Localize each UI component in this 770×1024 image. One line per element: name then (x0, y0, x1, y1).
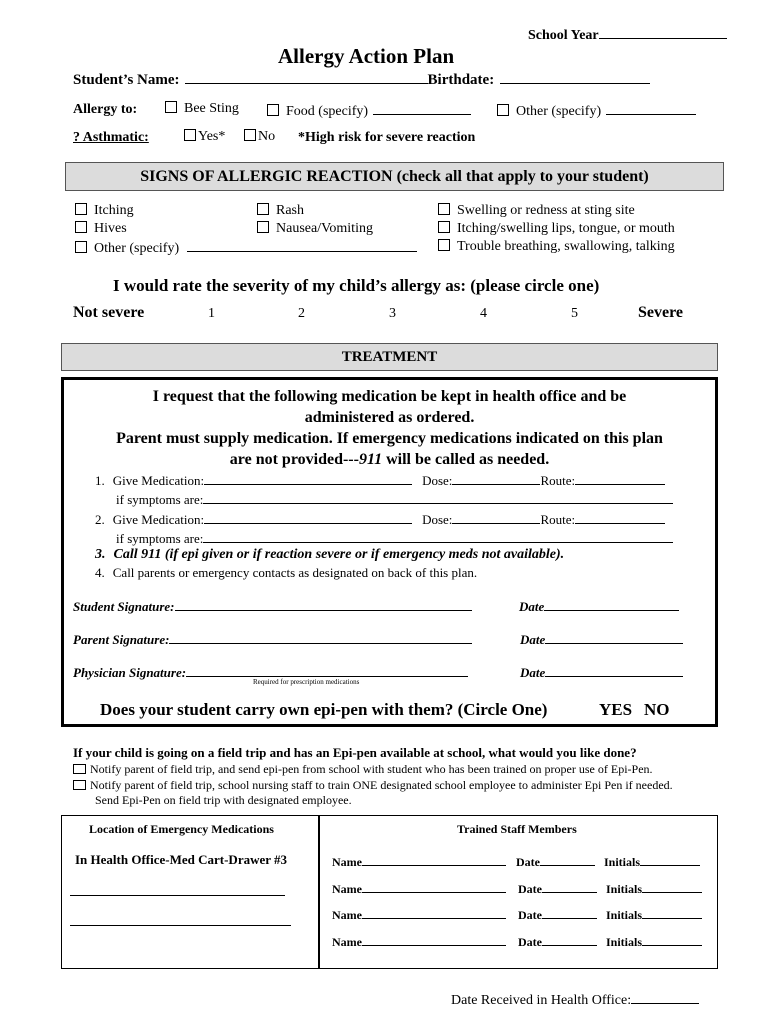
allergy-bee-sting[interactable] (165, 101, 239, 117)
epipen-question: Does your student carry own epi-pen with them? (Circle One) (100, 700, 548, 719)
epipen-yes[interactable]: YES (599, 700, 633, 719)
sign-label: Rash (276, 203, 304, 218)
dose-label: Dose: (422, 512, 453, 527)
step-text: Give Medication: (112, 512, 205, 527)
initials-label: Initials (604, 855, 641, 869)
parent-date (520, 630, 683, 648)
initials-field[interactable] (642, 879, 702, 893)
sign-nausea[interactable] (257, 220, 373, 238)
symptoms-label: if symptoms are: (116, 531, 204, 546)
checkbox[interactable] (75, 241, 87, 253)
birthdate-label: Birthdate: (427, 72, 495, 88)
symptoms-label: if symptoms are: (116, 492, 204, 507)
checkbox[interactable] (438, 221, 450, 233)
field-trip-option-1[interactable] (73, 762, 653, 777)
initials-field[interactable] (640, 852, 700, 866)
checkbox[interactable] (267, 104, 279, 116)
step-4 (95, 565, 477, 581)
staff-header: Trained Staff Members (457, 822, 577, 836)
signs-header: SIGNS OF ALLERGIC REACTION (check all that apply to your student) (65, 162, 724, 191)
epipen-no[interactable]: NO (644, 700, 670, 719)
signs-col-3 (438, 202, 675, 256)
name-field[interactable] (362, 879, 506, 893)
date-field[interactable] (545, 630, 683, 644)
step-num: 2. (95, 512, 105, 527)
date-field[interactable] (544, 597, 679, 611)
student-name-row (73, 70, 650, 89)
checkbox[interactable] (184, 129, 196, 141)
step-1 (95, 471, 665, 489)
school-year-field[interactable] (599, 25, 727, 39)
step-text: Call 911 (if epi given or if reaction severe or if emergency meds not available). (113, 547, 565, 562)
date-label: Date (520, 632, 546, 647)
name-label: Name (332, 935, 362, 949)
step-num: 1. (95, 473, 105, 488)
date-field[interactable] (542, 905, 597, 919)
physician-date (520, 663, 683, 681)
step-num: 4. (95, 565, 105, 580)
checkbox[interactable] (73, 764, 86, 774)
signs-col-2 (257, 202, 373, 238)
emergency-number: 911 (358, 451, 383, 468)
parent-signature-label: Parent Signature: (73, 632, 170, 647)
step-2-symptoms (116, 529, 673, 547)
sign-other[interactable] (75, 238, 417, 258)
request-line-1: I request that the following medication be kept in health office and be (152, 388, 627, 405)
checkbox[interactable] (257, 221, 269, 233)
treatment-header: TREATMENT (61, 343, 718, 371)
student-name-field[interactable] (185, 70, 428, 84)
bee-sting-label: Bee Sting (184, 101, 239, 116)
sign-label: Itching (94, 203, 134, 218)
symptoms-field[interactable] (203, 529, 673, 543)
other-field[interactable] (606, 101, 696, 115)
checkbox[interactable] (73, 780, 86, 790)
route-label: Route: (540, 473, 576, 488)
name-field[interactable] (362, 905, 506, 919)
sign-label: Other (specify) (94, 241, 180, 256)
severity-low-label: Not severe (73, 304, 145, 321)
location-value: In Health Office-Med Cart-Drawer #3 (75, 852, 288, 867)
initials-label: Initials (606, 882, 643, 896)
student-date (519, 597, 679, 615)
student-signature-label: Student Signature: (73, 599, 175, 614)
symptoms-field[interactable] (203, 490, 673, 504)
date-label: Date (518, 882, 542, 896)
sign-label: Hives (94, 221, 127, 236)
birthdate-field[interactable] (500, 70, 650, 84)
field-trip-option-2[interactable] (73, 778, 673, 793)
physician-signature-label: Physician Signature: (73, 665, 187, 680)
food-label: Food (specify) (286, 104, 369, 119)
sign-label: Trouble breathing, swallowing, talking (457, 239, 675, 254)
severity-question: I would rate the severity of my child’s allergy as: (please circle one) (113, 276, 600, 295)
student-signature (73, 597, 472, 615)
student-signature-field[interactable] (175, 597, 472, 611)
physician-note: Required for prescription medications (253, 678, 360, 686)
request-line-2: administered as ordered. (304, 409, 475, 426)
sign-label: Itching/swelling lips, tongue, or mouth (457, 221, 675, 236)
severity-2[interactable]: 2 (298, 306, 305, 321)
location-box (61, 815, 319, 969)
staff-row (332, 905, 702, 923)
date-field[interactable] (540, 852, 595, 866)
other-label: Other (specify) (516, 104, 602, 119)
asthmatic-label: ? Asthmatic: (73, 130, 149, 145)
page-title: Allergy Action Plan (278, 44, 455, 68)
parent-line-2 (64, 449, 715, 470)
food-field[interactable] (373, 101, 471, 115)
date-label: Date (520, 665, 546, 680)
sign-lips[interactable] (438, 220, 675, 238)
initials-field[interactable] (642, 932, 702, 946)
high-risk-note: *High risk for severe reaction (298, 130, 476, 145)
initials-label: Initials (606, 935, 643, 949)
checkbox[interactable] (75, 221, 87, 233)
dose-label: Dose: (422, 473, 453, 488)
date-label: Date (519, 599, 545, 614)
option-2-label: Notify parent of field trip, school nursing staff to train ONE designated school employee to administer Epi Pen if needed. (90, 778, 673, 792)
sign-rash[interactable] (257, 202, 373, 220)
route-field[interactable] (575, 510, 665, 524)
student-name-label: Student’s Name: (73, 72, 180, 88)
step-2 (95, 510, 665, 528)
field-trip-question: If your child is going on a field trip and has an Epi-pen available at school, what would you like done? (73, 745, 637, 760)
sign-breathing[interactable] (438, 238, 675, 256)
medication-field[interactable] (204, 510, 412, 524)
medication-field[interactable] (204, 471, 412, 485)
sign-label: Swelling or redness at sting site (457, 203, 635, 218)
staff-row (332, 879, 702, 897)
initials-label: Initials (606, 908, 643, 922)
sign-swelling[interactable] (438, 202, 675, 220)
asthmatic-yes[interactable] (184, 129, 225, 145)
step-text: Call parents or emergency contacts as designated on back of this plan. (112, 565, 478, 580)
location-header: Location of Emergency Medications (89, 822, 274, 836)
allergy-food[interactable] (267, 101, 471, 120)
step-1-symptoms (116, 490, 673, 508)
parent-signature-field[interactable] (169, 630, 472, 644)
name-field[interactable] (362, 852, 506, 866)
checkbox[interactable] (438, 239, 450, 251)
severity-1[interactable]: 1 (208, 306, 215, 321)
date-field[interactable] (545, 663, 683, 677)
school-year (528, 25, 727, 44)
severity-5[interactable]: 5 (571, 306, 578, 321)
date-field[interactable] (542, 879, 597, 893)
route-field[interactable] (575, 471, 665, 485)
step-num: 3. (95, 547, 106, 562)
severity-4[interactable]: 4 (480, 306, 487, 321)
parent-signature (73, 630, 472, 648)
date-label: Date (518, 935, 542, 949)
sign-other-field[interactable] (187, 238, 417, 252)
route-label: Route: (540, 512, 576, 527)
date-received-field[interactable] (631, 990, 699, 1004)
sign-label: Nausea/Vomiting (276, 221, 373, 236)
parent-line-2-end: will be called as needed. (382, 451, 550, 468)
date-field[interactable] (542, 932, 597, 946)
name-label: Name (332, 855, 362, 869)
staff-row (332, 852, 700, 870)
dose-field[interactable] (452, 471, 540, 485)
name-label: Name (332, 882, 362, 896)
checkbox[interactable] (257, 203, 269, 215)
asthmatic-no[interactable] (244, 129, 275, 145)
checkbox[interactable] (244, 129, 256, 141)
staff-row (332, 932, 702, 950)
severity-3[interactable]: 3 (389, 306, 396, 321)
severity-high-label: Severe (638, 304, 684, 321)
parent-line-1: Parent must supply medication. If emergency medications indicated on this plan (116, 430, 663, 447)
checkbox[interactable] (438, 203, 450, 215)
date-received-label: Date Received in Health Office: (451, 993, 632, 1008)
parent-line-2-part: are not provided--- (229, 451, 359, 468)
checkbox[interactable] (75, 203, 87, 215)
step-3 (95, 547, 564, 563)
field-trip-option-2-continued: Send Epi-Pen on field trip with designated employee. (95, 793, 352, 807)
name-label: Name (332, 908, 362, 922)
physician-signature-field[interactable] (186, 663, 468, 677)
school-year-label: School Year (528, 28, 599, 43)
name-field[interactable] (362, 932, 506, 946)
treatment-instructions (64, 386, 715, 470)
initials-field[interactable] (642, 905, 702, 919)
location-line-1[interactable] (70, 895, 285, 896)
option-1-label: Notify parent of field trip, and send epi-pen from school with student who has been trained on proper use of Epi-Pen. (90, 762, 653, 776)
checkbox[interactable] (497, 104, 509, 116)
date-received (451, 990, 699, 1009)
checkbox[interactable] (165, 101, 177, 113)
dose-field[interactable] (452, 510, 540, 524)
location-line-2[interactable] (70, 925, 291, 926)
yes-label: Yes* (198, 129, 226, 144)
step-text: Give Medication: (112, 473, 205, 488)
allergy-other[interactable] (497, 101, 696, 120)
date-label: Date (516, 855, 540, 869)
no-label: No (258, 129, 276, 144)
allergy-label: Allergy to: (73, 102, 138, 117)
date-label: Date (518, 908, 542, 922)
